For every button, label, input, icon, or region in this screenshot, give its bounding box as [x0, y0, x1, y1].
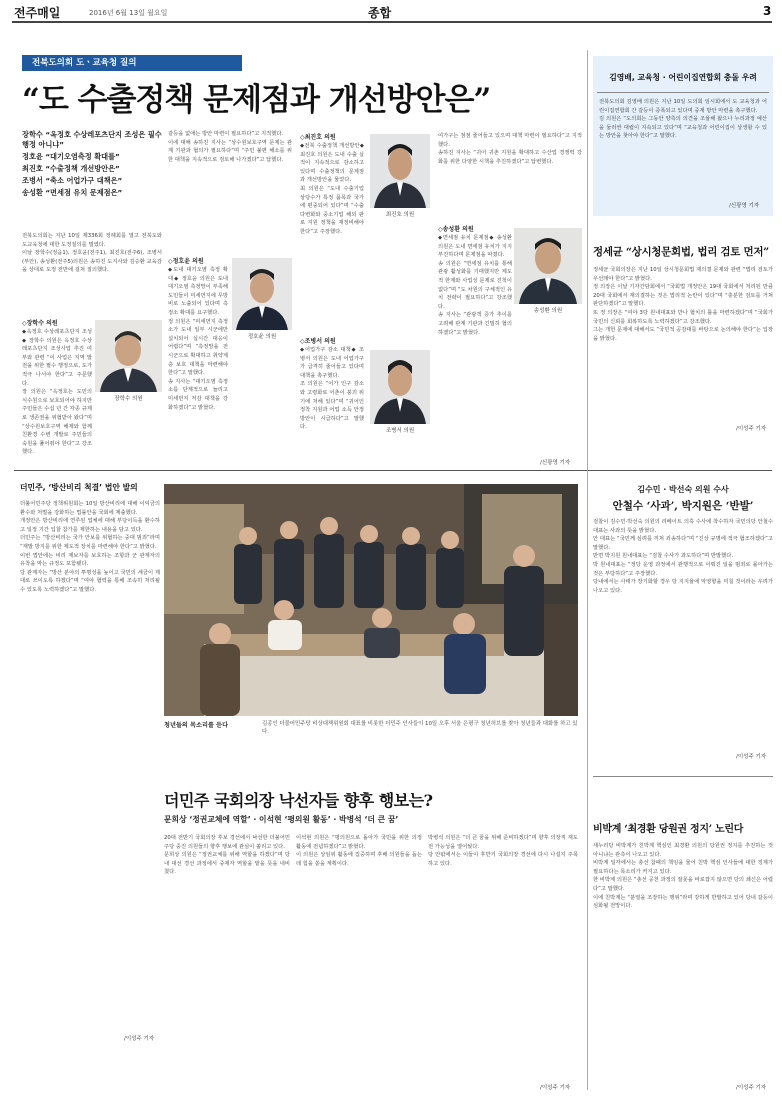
- bottom-col3: 박병석 의원은 “더 큰 꿈을 위해 준비하겠다”며 향후 의장직 재도전 가능성을 열어뒀다. 당 안팎에서는 이들이 후반기 국회의장 경선에 다시 나설지 주목하고 있다.: [428, 835, 578, 867]
- q1-text: ◆옥정호 수상레포츠단지 조성◆ 장학수 의원은 옥정호 수상레포츠단지 조성사업 추진 여부와 관련 “이 사업은 지역 발전을 위한 필수 행정으로, 도가 적극 나서야 한다”고 주문했다. 장 의원은 “옥정호는 도민의 식수원으로 보호되어야 하지만 주민들은 수십 년 간 각종 규제로 생존권을 위협받아 왔다”며 “상수원보호구역 해제와 함께 친환경 수변 개발로 주민들의 숙원을 풀어줘야 한다”고 강조했다.: [22, 329, 92, 456]
- q4-photo-caption: 조병서 의원: [385, 428, 415, 434]
- lead-col1-text: 전북도의회는 지난 10일 제336회 정례회를 열고 전북도와 도교육청에 대한 도정질의를 벌였다. 이날 장학수(정읍1), 정호윤(전주1), 최진호(전주6), 조병서(부안), 송성환(전주5)의원은 송하진 도지사와 김승환 교육감을 상대로 도정 전반에 걸쳐 질의했다.: [22, 233, 162, 274]
- bottom-col2: 이석현 의원은 “평의원으로 돌아가 국민을 위한 의정 활동에 전념하겠다”고 밝혔다. 이 의원은 상임위 활동에 집중하며 후배 의원들을 돕는 데 힘을 쏟을 계획이다.: [296, 835, 422, 867]
- q2-text: ◆도내 대기오염 측정 확대◆ 정호윤 의원은 도내 대기오염 측정망이 부족해 도민들이 미세먼지에 무방비로 노출되어 있다며 측정소 확대를 요구했다. 정 의원은 “미세먼지 측정소가 도내 일부 시군에만 설치되어 실시간 대응이 어렵다”며 “측정망을 전 시군으로 확대하고 취약계층 보호 대책을 마련해야 한다”고 말했다. 송 지사는 “대기오염 측정소를 단계적으로 늘리고 미세먼지 저감 대책을 강화하겠다”고 밝혔다.: [168, 267, 228, 411]
- sidebar-mid-text: 정세균 국회의장은 지난 10일 상시청문회법 재의결 문제와 관련 “법리 검토가 우선돼야 한다”고 밝혔다. 정 의장은 이날 기자간담회에서 “국회법 개정안은 19대 국회에서 처리된 만큼 20대 국회에서 재의결하는 것은 법리적 논란이 있다”며 “충분한 검토를 거쳐 판단하겠다”고 말했다. 또 정 의장은 “여야 3당 원내대표와 만나 협치의 틀을 마련하겠다”며 “국회가 국민의 신뢰를 회복하도록 노력하겠다”고 강조했다. 그는 개헌 문제에 대해서도 “국민적 공감대를 바탕으로 논의해야 한다”는 입장을 밝혔다.: [593, 267, 773, 342]
- bottom-col1: 20대 전반기 국회의장 후보 경선에서 낙선한 더불어민주당 중진 의원들의 향후 행보에 관심이 쏠리고 있다. 문희상 의원은 “정권교체를 위해 역할을 하겠다”며 당내 대선 경선 과정에서 중재자 역할을 맡을 뜻을 내비쳤다.: [164, 835, 290, 876]
- divider-right-bottom: [593, 776, 773, 777]
- left-story-text: 더불어민주당 정책위원회는 10일 방산비리에 대해 이익금의 환수와 처벌을 강화하는 법률안을 국회에 제출했다. 개정안은 방산비리에 연루된 업체에 대해 부당이득을 환수하고 일정 기간 입찰 참가를 제한하는 내용을 담고 있다. 더민주는 “방산비리는 국가 안보를 위협하는 중대 범죄”라며 “재발 방지를 위한 제도적 장치를 마련해야 한다”고 밝혔다. 이번 법안에는 비리 제보자를 보호하는 조항과 군 관계자의 유착을 막는 규정도 포함됐다. 당 관계자는 “방산 분야의 투명성을 높이고 국민의 세금이 제대로 쓰이도록 하겠다”며 “여야 협력을 통해 조속히 처리될 수 있도록 노력하겠다”고 말했다.: [20, 501, 160, 593]
- lead-col4-text: 여가구는 점점 줄어들고 있으며 대책 마련이 필요하다”고 지적했다. 송하진 지사는 “귀어 귀촌 지원을 확대하고 수산업 경쟁력 강화를 위한 다양한 시책을 추진하겠다”고 답변했다.: [438, 133, 582, 165]
- sidebar-top-rule: [597, 92, 769, 93]
- bottom-headline: 더민주 국회의장 낙선자들 향후 행보는?: [164, 791, 433, 810]
- q5-photo-caption: 송성환 의원: [533, 308, 563, 314]
- q2-title: ◇정호윤 의원: [168, 258, 204, 265]
- q1-title: ◇장학수 의원: [22, 320, 58, 327]
- left-story-headline: 더민주, ‘방산비리 척결’ 법안 발의: [20, 483, 138, 492]
- sidebar-top-text: 전북도의회 김영배 의원은 지난 10일 도의회 임시회에서 도 교육청과 어린이집연합회 간 갈등이 증폭되고 있다며 중재 방안 마련을 촉구했다. 김 의원은 “도의회는 그동안 양측의 의견을 조율해 왔으나 누리과정 예산을 둘러싼 대립이 지속되고 있다”며 “교육청과 어린이집이 상생할 수 있는 방안을 찾아야 한다”고 말했다.: [599, 99, 767, 140]
- issue-date: 2016년 6월 13일 월요일: [89, 9, 168, 17]
- q4-text: ◆어업가구 감소 대책◆ 조병서 의원은 도내 어업가구가 급격히 줄어들고 있다며 대책을 촉구했다. 조 의원은 “어가 인구 감소와 고령화로 어촌이 붕괴 위기에 처해 있다”며 “귀어인 정착 지원과 어업 소득 안정 방안이 시급하다”고 말했다.: [300, 347, 364, 431]
- section-name: 종합: [368, 6, 392, 20]
- q3-photo-caption: 최진호 의원: [385, 212, 415, 218]
- lead-headline: “도 수출정책 문제점과 개선방안은”: [22, 82, 491, 118]
- lead-banner-text: 전북도의회 도ㆍ교육청 질의: [32, 58, 137, 68]
- bottom-right-byline: /이성주 기자: [736, 1085, 767, 1091]
- bottom-byline: /이성주 기자: [540, 1085, 571, 1091]
- lead-byline: /신광영 기자: [540, 460, 571, 466]
- q1-portrait: [95, 320, 162, 392]
- q2-portrait: [232, 258, 292, 330]
- masthead-rule: [12, 21, 772, 23]
- lead-subhead: 송성환 “면세점 유치 문제점은”: [22, 188, 123, 197]
- q1-photo-caption: 장학수 의원: [114, 396, 143, 402]
- sidebar-top: [593, 56, 773, 216]
- divider-horizontal-mid: [14, 470, 772, 471]
- lead-subhead: 장학수 “옥정호 수상레포츠단지 조성은 필수행정 아니냐”: [22, 130, 162, 149]
- q2-photo-caption: 정호윤 의원: [247, 334, 277, 340]
- q5-portrait: [514, 228, 582, 304]
- lead-col2-top-text: 갈등을 없애는 방안 마련이 필요하다”고 지적했다. 이에 대해 송하진 지사는 “상수원보호구역 문제는 관계 기관과 협의가 필요하다”며 “주민 불편 해소를 위한 대책을 지속적으로 검토해 나가겠다”고 답했다.: [168, 131, 292, 163]
- sidebar-mid-headline: 정세균 “상시청문회법, 법리 검토 먼저”: [593, 246, 769, 258]
- q4-title: ◇조병서 의원: [300, 338, 336, 345]
- q4-portrait: [370, 350, 430, 424]
- left-story-byline: /이성주 기자: [124, 1036, 155, 1042]
- right-story-text: 검찰이 김수민·박선숙 의원의 리베이트 의혹 수사에 착수하자 국민의당 안철수 대표는 사과의 뜻을 밝혔다. 안 대표는 “국민께 심려를 끼쳐 죄송하다”며 “진상 규명에 적극 협조하겠다”고 말했다. 반면 박지원 원내대표는 “검찰 수사가 과도하다”며 반발했다. 박 원내대표는 “정당 운영 과정에서 관행적으로 이뤄진 일을 범죄로 몰아가는 것은 부당하다”고 주장했다. 당내에서는 사태가 장기화할 경우 당 지지율에 악영향을 미칠 것이라는 우려가 나오고 있다.: [593, 519, 773, 594]
- right-story-byline: /이성주 기자: [736, 754, 767, 760]
- lead-subhead: 조병서 “축소 어업가구 대책은”: [22, 176, 123, 185]
- q3-text: ◆전북 수출정책 개선방안◆ 최진호 의원은 도내 수출 실적이 지속적으로 감소하고 있다며 수출정책의 문제점과 개선방안을 물었다. 최 의원은 “도내 수출기업 상당수가 특정 품목과 국가에 편중되어 있다”며 “수출 다변화와 중소기업 해외 판로 지원 정책을 재정비해야 한다”고 주장했다.: [300, 143, 364, 235]
- news-photo-youth-meeting: [164, 484, 578, 716]
- sidebar-mid-byline: /이성주 기자: [736, 426, 767, 432]
- bottom-subhead: 문희상 ‘정권교체에 역할’ · 이석현 ‘평의원 활동’ · 박병석 ‘더 큰 꿈’: [164, 815, 399, 824]
- lead-subheads: [22, 130, 162, 198]
- lead-banner: [22, 55, 242, 71]
- paper-name: 전주매일: [14, 6, 61, 20]
- bottom-right-text: 새누리당 비박계가 친박계 핵심인 최경환 의원의 당원권 정지를 추진하는 것 아니냐는 관측이 나오고 있다. 비박계 일각에서는 총선 참패의 책임을 물어 친박 핵심 인사들에 대한 징계가 필요하다는 목소리가 커지고 있다. 한 비박계 의원은 “총선 공천 과정의 잘못을 바로잡지 않으면 당의 쇄신은 어렵다”고 말했다. 이에 친박계는 “분열을 조장하는 행위”라며 강하게 반발하고 있어 당내 갈등이 심화될 전망이다.: [593, 843, 773, 910]
- sidebar-top-headline: 김영배, 교육청 · 어린이집연합회 충돌 우려: [609, 73, 757, 82]
- q3-portrait: [370, 134, 430, 208]
- photo-label: 청년들의 목소리를 듣다: [164, 722, 229, 729]
- page-number: 3: [763, 4, 772, 18]
- bottom-right-headline: 비박계 ‘최경환 당원권 정지’ 노린다: [593, 824, 744, 835]
- q5-title: ◇송성환 의원: [438, 226, 474, 233]
- q3-title: ◇최진호 의원: [300, 134, 336, 141]
- masthead: [0, 0, 782, 22]
- right-story-headline-small: 김수민 · 박선숙 의원 수사: [637, 485, 729, 494]
- photo-caption: 김종인 더불어민주당 비상대책위원회 대표를 비롯한 더민주 인사들이 10일 오후 서울 은평구 청년허브를 찾아 청년들과 대화를 하고 있다.: [262, 721, 578, 735]
- right-story-headline-large: 안철수 ‘사과’, 박지원은 ‘반발’: [612, 500, 754, 512]
- lead-subhead: 최진호 “수출정책 개선방안은”: [22, 164, 120, 173]
- q5-text: ◆면세점 유치 문제점◆ 송성환 의원은 도내 면세점 유치가 지지부진하다며 문제점을 따졌다. 송 의원은 “면세점 유치를 통해 관광 활성화를 기대했지만 제도적 한계와 사업성 문제로 진척이 없다”며 “도 차원의 구체적인 유치 전략이 필요하다”고 강조했다. 송 지사는 “관광객 증가 추이를 고려해 관계 기관과 긴밀히 협의하겠다”고 밝혔다.: [438, 235, 512, 336]
- column-rule-right: [587, 50, 588, 1090]
- sidebar-top-byline: /신광영 기자: [729, 203, 760, 209]
- lead-subhead: 정호윤 “대기오염측정 확대를”: [22, 152, 120, 161]
